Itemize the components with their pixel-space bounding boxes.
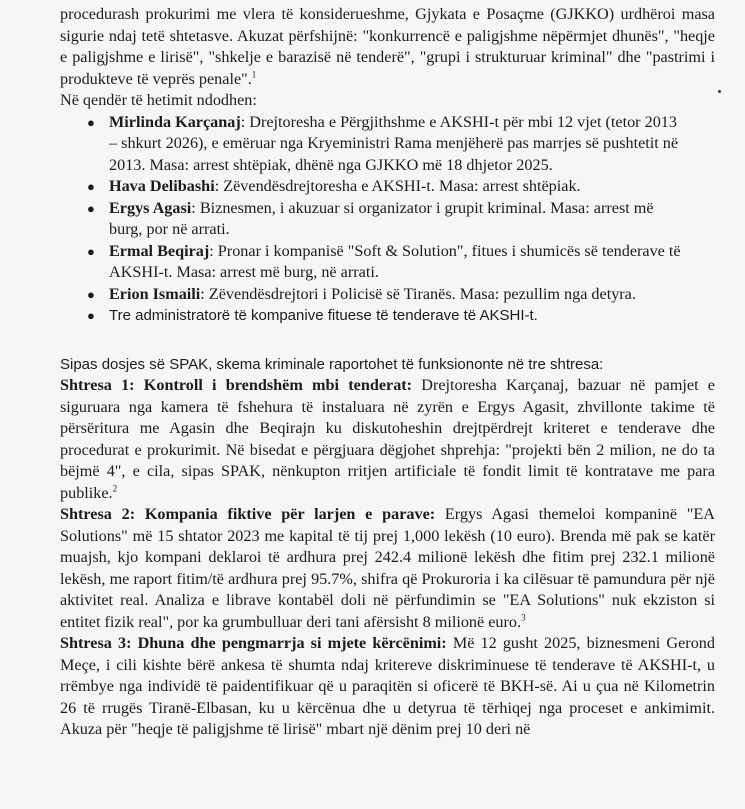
- list-item: [60, 112, 687, 177]
- bullet-icon: ●: [87, 200, 95, 216]
- bullet-icon: ●: [87, 308, 95, 323]
- person-name: Hava Delibashi: [109, 177, 215, 195]
- list-item: [60, 305, 687, 327]
- bullet-icon: ●: [87, 243, 95, 259]
- document-page: [60, 0, 715, 741]
- list-item: [60, 284, 687, 306]
- footnote-ref-2: 2: [112, 483, 118, 494]
- person-desc: : Pronar i kompanisë "Soft & Solution", fitues i shumicës së tenderave të AKSHI-t. Masa: arrest më burg, në arrati.: [109, 241, 681, 281]
- layer-3-title: Shtresa 3: Dhuna dhe pengmarrja si mjete kërcënimi:: [60, 634, 447, 652]
- person-desc: : Biznesmen, i akuzuar si organizator i grupit kriminal. Masa: arrest më burg, por në arrati.: [109, 198, 654, 238]
- person-desc: : Zëvendësdrejtoresha e AKSHI-t. Masa: arrest shtëpiak.: [214, 177, 581, 195]
- person-name: Mirlinda Karçanaj: [109, 112, 241, 131]
- bullet-icon: ●: [87, 286, 95, 302]
- bullet-icon: ●: [87, 179, 95, 194]
- intro-paragraph: [60, 0, 715, 90]
- layer-2-text: Ergys Agasi themeloi kompaninë "EA Solutions" më 15 shtator 2023 me kapital të tij prej 1,000 lekësh (10 euro). Brenda më pak se katër muajsh, kjo kompani deklaroi të ardhura prej 242.4 milionë lekësh dhe fitim prej 232.1 milionë lekësh, me raport fitim/të ardhura prej 95.7%, shifra që Prokuroria i ka cilësuar të pamundura për një aktivitet real. Analiza e librave kontabël doli në përfundimin se "EA Solutions" nuk ekziston si entitet fizik real", por ka grumbulluar deri tani afërsisht 8 milionë euro.: [60, 505, 715, 631]
- layer-2-paragraph: [60, 504, 715, 633]
- layer-3-text: Më 12 gusht 2025, biznesmeni Gerond Meçe, i cili kishte bërë ankesa të shumta ndaj kritereve diskriminuese të tenderave të AKSHI-t, u rrëmbye nga individë të paidentifikuar që u paraqitën si oficerë të BKH-së. Ai u çua në Kilometrin 26 të rrugës Tiranë-Elbasan, ku u kërcënua dhe u detyrua të tërhiqej nga proceset e ankimimit. Akuza për "heqje të paligjshme të lirisë" mbart një dënim prej 10 deri në: [60, 634, 715, 738]
- person-name: Ermal Beqiraj: [109, 241, 210, 260]
- person-desc: : Drejtoresha e Përgjithshme e AKSHI-t për mbi 12 vjet (tetor 2013 – shkurt 2026), e emëruar nga Kryeministri Rama menjëherë pas marrjes së pushtetit në 2013. Masa: arrest shtëpiak, dhënë nga GJKKO më 18 dhjetor 2025.: [109, 112, 679, 174]
- list-item: [60, 241, 687, 284]
- admins-text: Tre administratorë të kompanive fituese të tenderave të AKSHI-t.: [109, 307, 538, 324]
- person-name: Ergys Agasi: [109, 198, 192, 217]
- bullet-icon: ●: [87, 114, 95, 130]
- spak-intro: Sipas dosjes së SPAK, skema kriminale raportohet të funksiononte në tre shtresa:: [60, 355, 604, 373]
- person-desc: : Zëvendësdrejtori i Policisë së Tiranës. Masa: pezullim nga detyra.: [200, 284, 636, 303]
- layer-3-paragraph: [60, 633, 715, 741]
- list-item: [60, 176, 687, 198]
- layer-1-title: Shtresa 1: Kontroll i brendshëm mbi tenderat:: [60, 376, 413, 394]
- footnote-ref-3: 3: [521, 612, 526, 623]
- person-name: Erion Ismaili: [109, 284, 201, 303]
- layer-1-paragraph: [60, 375, 715, 504]
- stray-mark: [718, 90, 721, 93]
- list-item: [60, 198, 687, 241]
- person-list: [60, 112, 715, 327]
- layer-2-title: Shtresa 2: Kompania fiktive për larjen e parave:: [60, 505, 436, 523]
- layer-1-text: Drejtoresha Karçanaj, bazuar në pamjet e siguruara nga kamera të fshehura të instaluara në zyrën e Ergys Agasit, zhvillonte takime të përsëritura me Agasin dhe Beqirajn ku diskutoheshin drejtpërdrejt kriteret e tenderave dhe procedurat e prokurimit. Në bisedat e përgjuara dëgjohet shprehja: "projekti bën 2 milion, ne do ta bëjmë 4", e cila, sipas SPAK, nënkupton rritjen artificiale të fondit limit të kontratave me para publike.: [60, 376, 715, 502]
- investigated-heading: Në qendër të hetimit ndodhen:: [60, 91, 257, 109]
- footnote-ref-1: 1: [251, 69, 257, 80]
- intro-text: procedurash prokurimi me vlera të konsiderueshme, Gjykata e Posaçme (GJKKO) urdhëroi masa sigurie ndaj tetë shtetasve. Akuzat përfshijnë: "konkurrencë e paligjshme nëpërmjet dhunës", "heqje e paligjshme e lirisë", "shkelje e barazisë në tenderë", "grupi i strukturuar kriminal" dhe "pastrimi i produkteve të veprës penale".: [60, 5, 715, 88]
